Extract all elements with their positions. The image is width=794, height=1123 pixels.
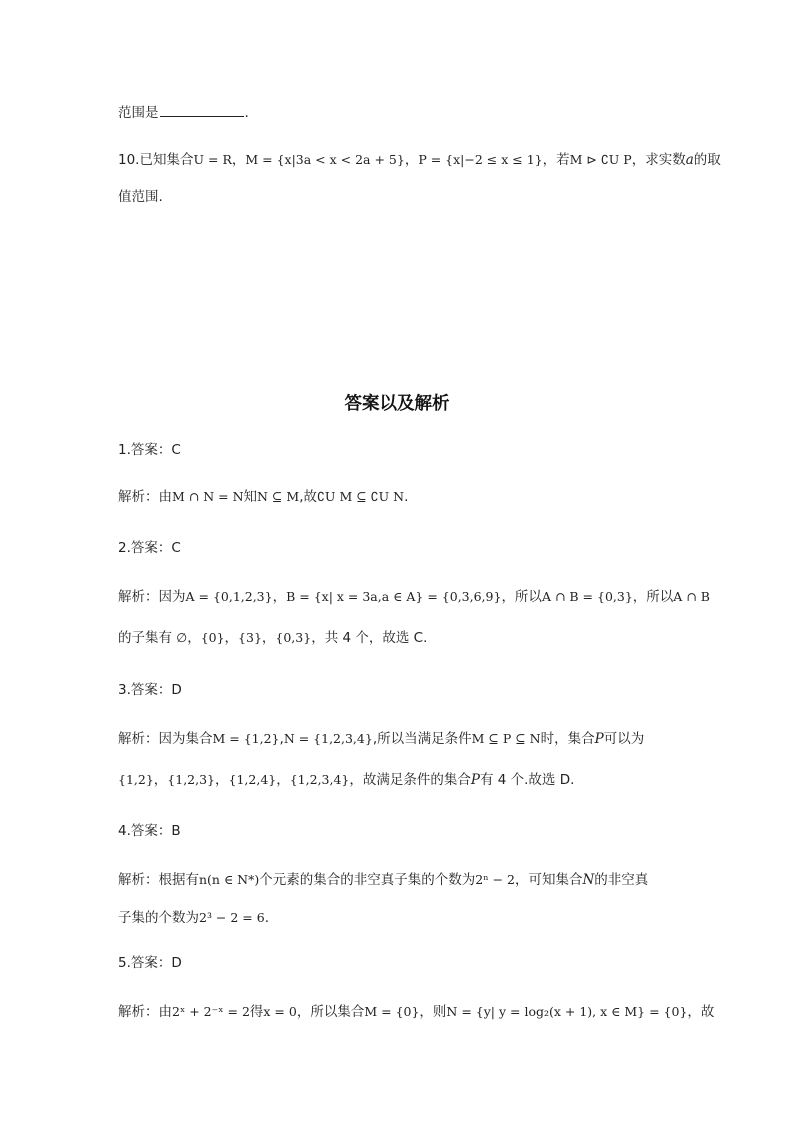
a3-text: ，故满足条件的集合 [349, 772, 471, 788]
a4-text: 个元素的集合的非空真子集的个数为 [259, 872, 476, 888]
answer-2-explanation-2 [118, 630, 427, 646]
a3-text: ， [215, 772, 229, 788]
a1-text: 知 [243, 489, 258, 505]
a4-math: n(n ∈ N*) [199, 872, 260, 887]
a3-math: {1,2,4} [228, 772, 277, 787]
q10-line-2: 值范围. [118, 189, 163, 205]
q9-period: . [244, 105, 249, 121]
a2-math: A = {0,1,2,3} [185, 589, 273, 604]
a5-math: x = 0 [263, 1004, 297, 1019]
a5-text: ，所以集合 [296, 1004, 365, 1020]
answer-4-explanation-2 [118, 910, 269, 926]
a2-text: 的子集有 [118, 630, 172, 646]
a2-text: ， [224, 630, 239, 646]
q10-text: 的取 [693, 152, 721, 168]
q10-math-set-m: M = {x|3a < x < 2a + 5} [245, 152, 405, 167]
q10-text: 10.已知集合 [118, 152, 194, 168]
a3-text: 解析：因为集合 [118, 731, 213, 747]
a2-math: A ∩ B = {0,3} [541, 589, 633, 604]
q10-text: ，求实数 [631, 152, 686, 168]
q10-text: ，若 [542, 152, 570, 168]
a3-text: 可以为 [603, 731, 645, 747]
q10-math-set-p: P = {x|−2 ≤ x ≤ 1} [418, 152, 543, 167]
a2-text: 解析：因为 [118, 589, 186, 605]
a3-math: P [470, 772, 480, 788]
a3-math: P [594, 731, 604, 747]
answer-4-explanation-1 [118, 872, 648, 888]
a3-math: {1,2,3} [167, 772, 216, 787]
a5-text: ，则 [419, 1004, 447, 1020]
a2-math: {3} [238, 630, 262, 645]
answers-title: 答案以及解析 [344, 394, 450, 414]
a5-math: M = {0} [364, 1004, 420, 1019]
answer-5-explanation [118, 1004, 714, 1020]
a3-text: ,所以当满足条件 [372, 731, 472, 747]
a2-text: ，共 4 个，故选 C. [311, 630, 428, 646]
a2-text: ， [187, 630, 201, 646]
a3-text: ， [153, 772, 168, 788]
answer-5-head: 5.答案：D [118, 955, 182, 971]
a3-math: {1,2} [118, 772, 154, 787]
q10-math-universe: U = R [193, 152, 232, 167]
q10-math-relation: M ⊳ ∁U P [569, 152, 632, 167]
a3-math: {1,2,3,4} [289, 772, 350, 787]
answer-2-head: 2.答案：C [118, 540, 181, 556]
a2-math: {0} [200, 630, 225, 645]
q9-tail-line [118, 104, 249, 121]
a4-text: 子集的个数为 [118, 910, 199, 926]
a2-math: B = {x| x = 3a,a ∈ A} = {0,3,6,9} [286, 589, 502, 604]
q10-math-a: a [685, 152, 694, 168]
a3-math: N = {1,2,3,4} [283, 731, 373, 746]
a1-math: N ⊆ M [257, 489, 300, 504]
a4-text: 解析：根据有 [118, 872, 199, 888]
a1-text: ,故 [299, 489, 317, 505]
answer-1-explanation [118, 489, 408, 505]
answer-3-explanation-2 [118, 772, 574, 788]
a4-math: N [582, 872, 595, 888]
a4-text: ，可知集合 [514, 872, 583, 888]
a5-math: N = {y| y = log₂(x + 1), x ∈ M} = {0} [446, 1004, 688, 1019]
a3-text: 有 4 个.故选 D. [479, 772, 575, 788]
a5-math: 2ˣ + 2⁻ˣ = 2 [172, 1004, 250, 1019]
a1-text: 解析：由 [118, 489, 172, 505]
a2-text: ，所以 [632, 589, 674, 605]
a3-math: M ⊆ P ⊆ N [471, 731, 541, 746]
answer-3-explanation-1 [118, 731, 644, 747]
a4-text: 的非空真 [594, 872, 649, 888]
a3-math: M = {1,2} [212, 731, 280, 746]
answer-blank [160, 104, 244, 117]
a4-math: 2ⁿ − 2 [475, 872, 515, 887]
a3-text: ， [276, 772, 290, 788]
answer-2-explanation-1 [118, 589, 710, 605]
a4-math: 2³ − 2 = 6 [199, 910, 265, 925]
a1-math: M ∩ N = N [172, 489, 244, 504]
a1-math: ∁U M ⊆ ∁U N [316, 489, 405, 504]
answer-3-head: 3.答案：D [118, 682, 182, 698]
a2-math: A ∩ B [673, 589, 710, 604]
a5-text: 解析：由 [118, 1004, 172, 1020]
a5-text: 得 [249, 1004, 264, 1020]
q10-line-1 [118, 152, 721, 168]
answer-4-head: 4.答案：B [118, 823, 181, 839]
a3-text: , [279, 731, 284, 747]
q9-text: 范围是 [118, 105, 159, 121]
a2-math: ∅ [176, 630, 188, 645]
a2-text: ， [272, 589, 287, 605]
a2-math: {0,3} [275, 630, 312, 645]
a5-text: ，故 [687, 1004, 715, 1020]
a4-text: . [264, 910, 270, 926]
a1-text: . [404, 489, 409, 505]
a2-text: ，所以 [501, 589, 542, 605]
answer-1-head: 1.答案：C [118, 442, 181, 458]
q10-text: ， [404, 152, 419, 168]
a2-text: ， [261, 630, 276, 646]
q10-text: ， [231, 152, 246, 168]
a3-text: 时，集合 [540, 731, 595, 747]
